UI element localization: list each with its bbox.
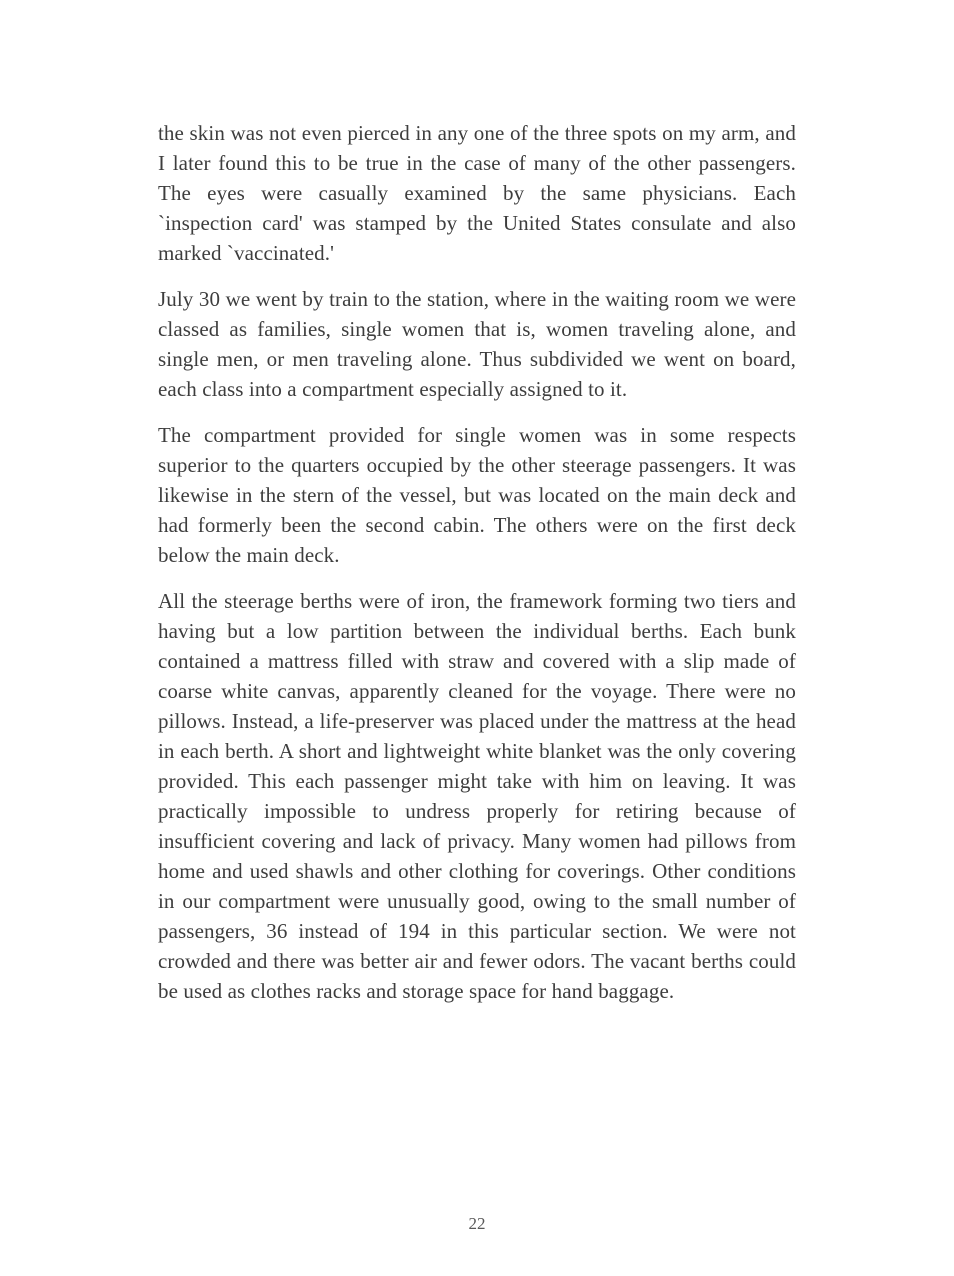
paragraph-2: July 30 we went by train to the station, where in the waiting room we were classed as families, single women that is, women traveling alone, and single men, or men traveling alone. Thus subdivided we went on board, each class into a compartment especially assigned to it. [158,287,796,401]
paragraph-4: All the steerage berths were of iron, the framework forming two tiers and having but a low partition between the individual berths. Each bunk contained a mattress filled with straw and covered with a slip made of coarse white canvas, apparently cleaned for the voyage. There were no pillows. Instead, a life-preserver was placed under the mattress at the head in each berth. A short and lightweight white blanket was the only covering provided. This each passenger might take with him on leaving. It was practically impossible to undress properly for retiring because of insufficient covering and lack of privacy. Many women had pillows from home and used shawls and other clothing for coverings. Other conditions in our compartment were unusually good, owing to the small number of passengers, 36 instead of 194 in this particular section. We were not crowded and there was better air and fewer odors. The vacant berths could be used as clothes racks and storage space for hand baggage. [158,589,796,1003]
paragraph-3: The compartment provided for single women was in some respects superior to the quarters occupied by the other steerage passengers. It was likewise in the stern of the vessel, but was located on the main deck and had formerly been the second cabin. The others were on the first deck below the main deck. [158,423,796,567]
page-number: 22 [468,1214,486,1233]
paragraph-1: the skin was not even pierced in any one of the three spots on my arm, and I later found this to be true in the case of many of the other passengers. The eyes were casually examined by the same physicians. Each `inspection card' was stamped by the United States consulate and also marked `vaccinated.' [158,121,796,265]
text-block [158,0,796,1022]
